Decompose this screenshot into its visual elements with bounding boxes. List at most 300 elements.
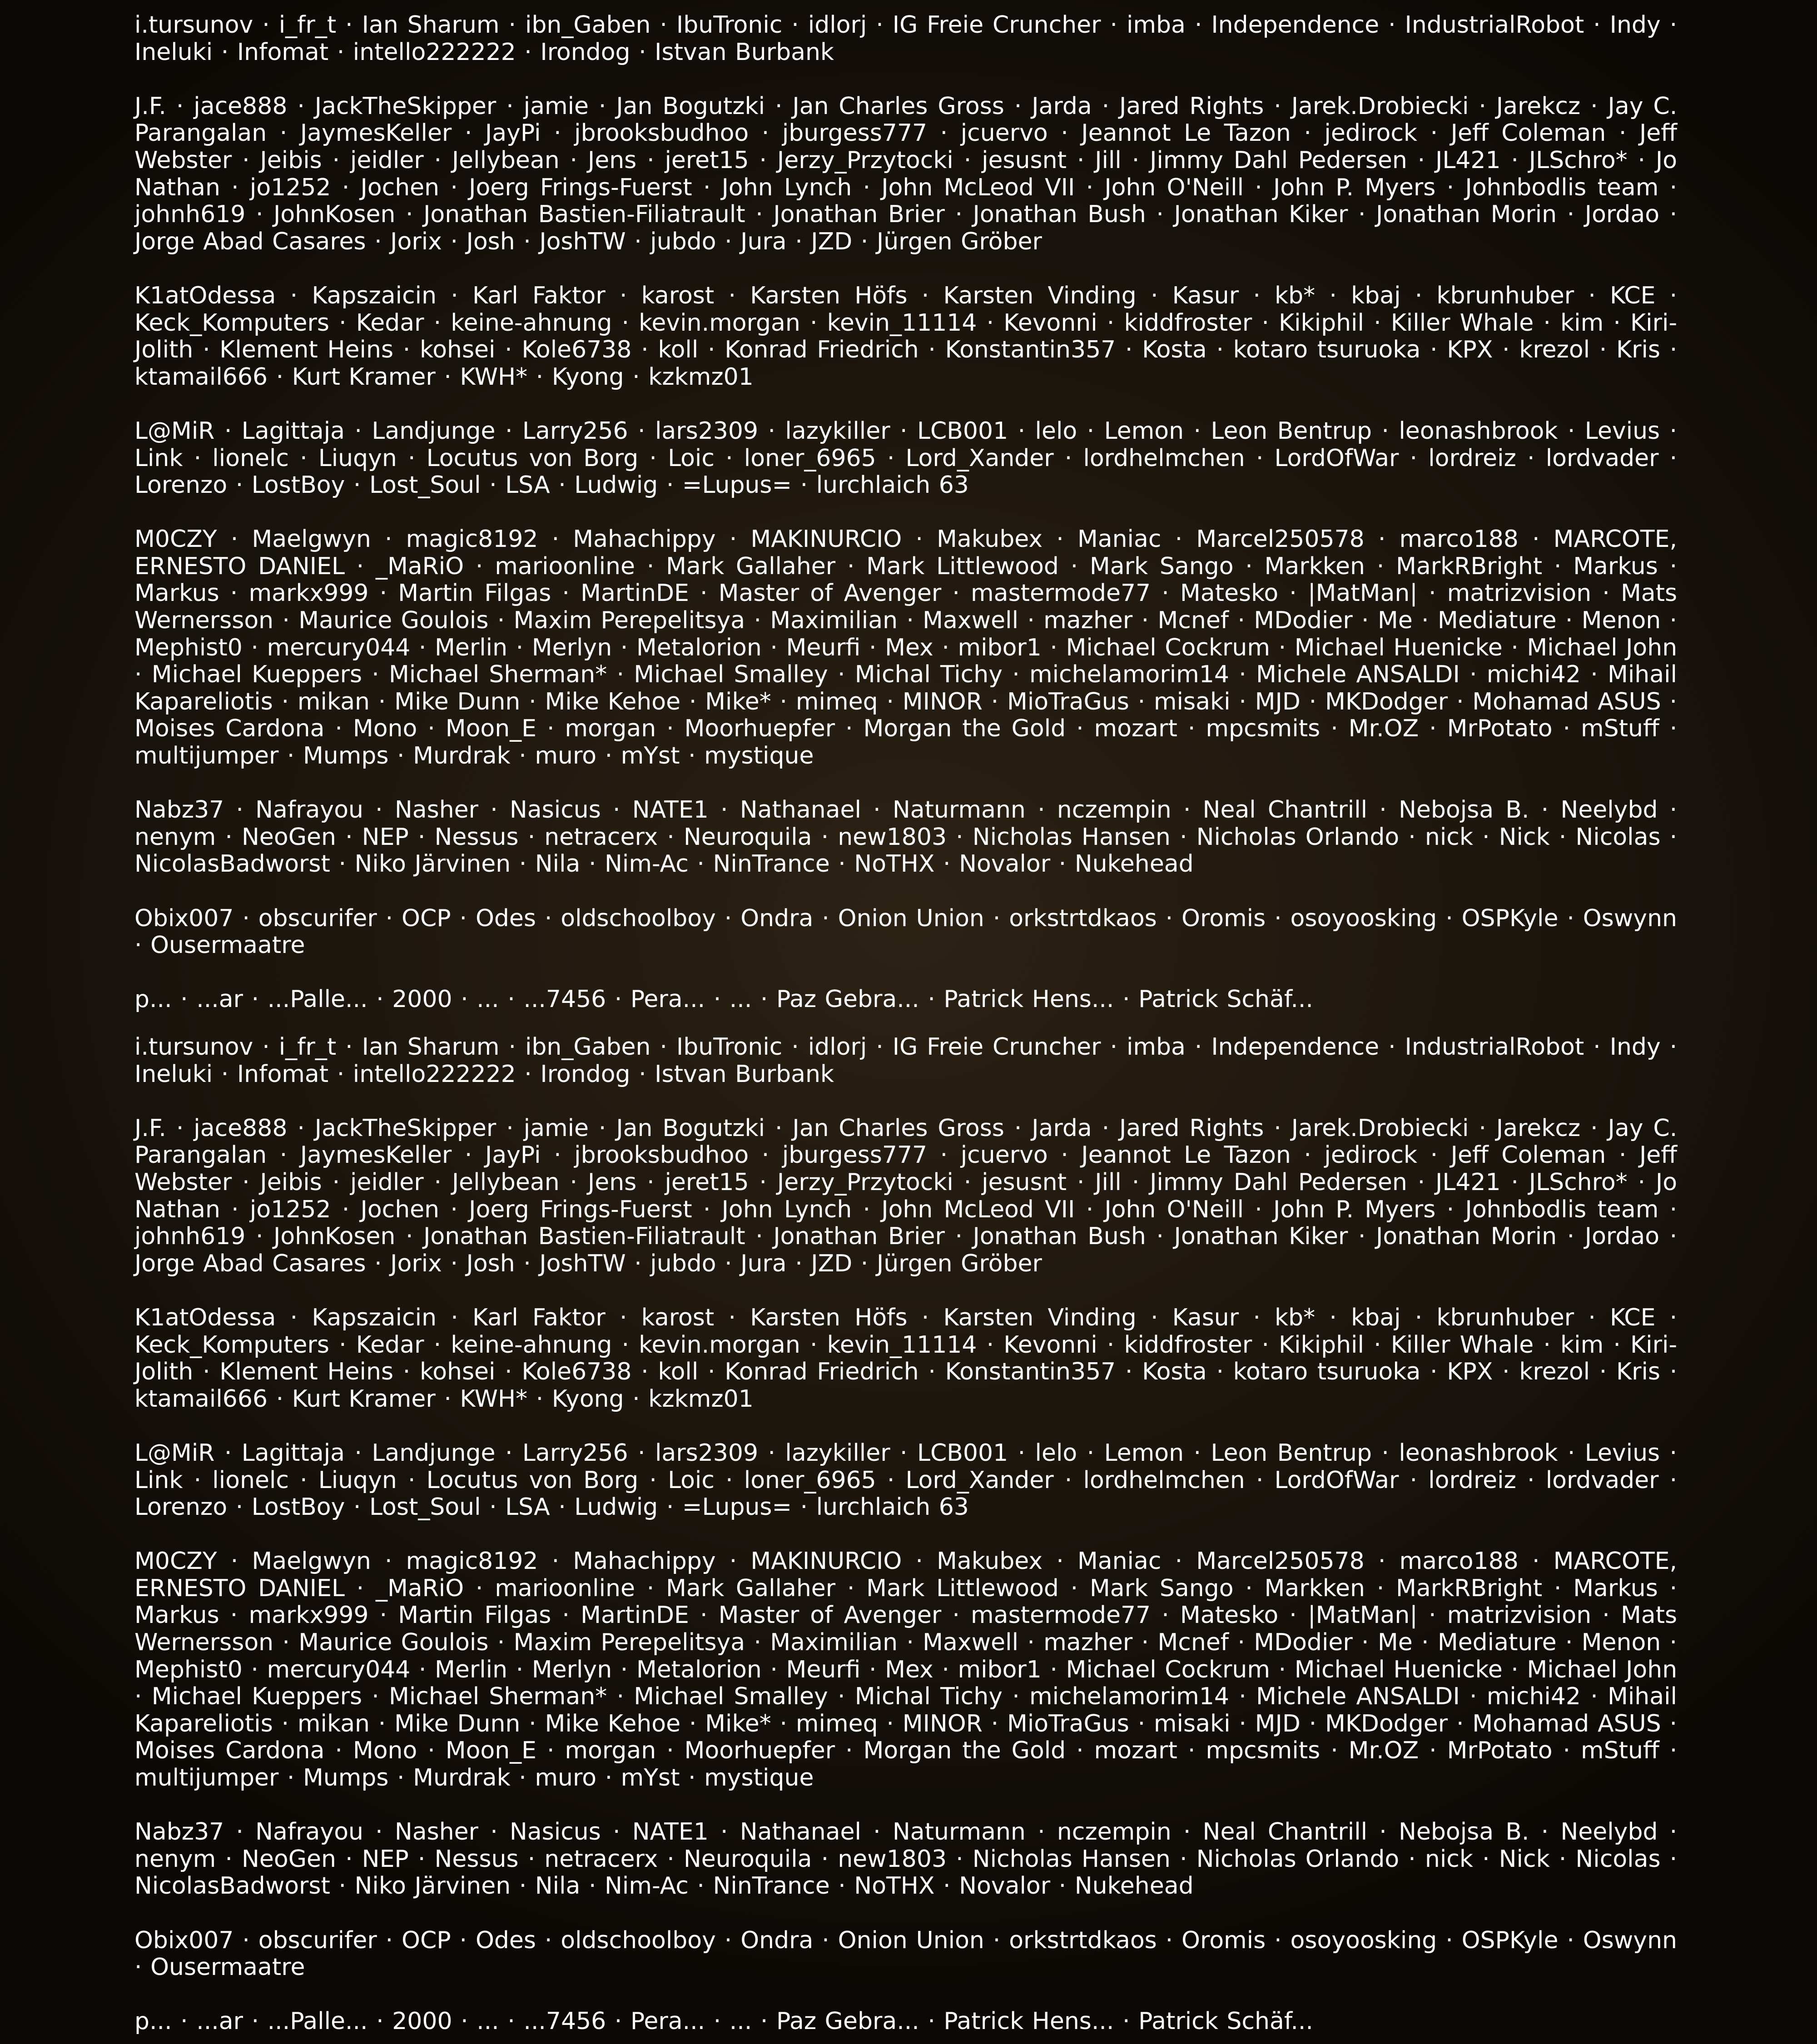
separator-dot: · [345, 11, 353, 39]
separator-dot: · [1379, 796, 1387, 824]
contributor-name: johnh619 [134, 201, 246, 228]
contributor-name: Leon Bentrup [1211, 417, 1372, 445]
separator-dot: · [928, 986, 935, 1013]
contributor-name: Pera... [630, 986, 705, 1013]
separator-dot: · [1077, 1168, 1085, 1196]
separator-dot: · [1669, 1033, 1678, 1061]
separator-dot: · [519, 850, 527, 878]
contributor-name: Matesko [1180, 1602, 1279, 1629]
contributor-name: Independence [1211, 11, 1380, 39]
separator-dot: · [433, 1331, 442, 1359]
contributor-name: Mihail Kapareliotis [134, 661, 1677, 715]
contributor-name: Master of Avenger [718, 580, 942, 607]
separator-dot: · [134, 932, 142, 959]
contributor-name: matrizvision [1447, 1602, 1592, 1629]
separator-dot: · [230, 526, 238, 553]
contributor-name: muro [535, 1764, 597, 1792]
contributor-name: Odes [475, 1926, 536, 1954]
separator-dot: · [353, 1493, 361, 1521]
contributor-name: MrPotato [1447, 1737, 1553, 1765]
separator-dot: · [873, 1818, 881, 1846]
contributor-name: Mr.OZ [1348, 1737, 1419, 1765]
separator-dot: · [822, 904, 829, 932]
credits-section-n [134, 1819, 1677, 1900]
contributor-name: Master of Avenger [718, 1602, 942, 1629]
separator-dot: · [554, 1141, 561, 1169]
contributor-name: Jill [1095, 1168, 1122, 1196]
separator-dot: · [1374, 1331, 1381, 1359]
contributor-name: multijumper [134, 1764, 279, 1792]
separator-dot: · [519, 1764, 526, 1792]
contributor-name: Jonathan Kiker [1174, 201, 1348, 228]
contributor-name: mibor1 [958, 1656, 1042, 1683]
separator-dot: · [1408, 1845, 1416, 1873]
separator-dot: · [1479, 92, 1486, 120]
contributor-name: Karsten Vinding [943, 1304, 1137, 1331]
separator-dot: · [1408, 823, 1416, 851]
separator-dot: · [1329, 282, 1337, 309]
separator-dot: · [809, 1331, 818, 1359]
contributor-name: Indy [1609, 1033, 1661, 1061]
contributor-name: L@MiR [134, 417, 215, 445]
separator-dot: · [134, 1954, 142, 1981]
separator-dot: · [180, 2008, 188, 2035]
contributor-name: jedirock [1324, 119, 1418, 147]
separator-dot: · [1376, 552, 1385, 580]
separator-dot: · [724, 1926, 732, 1954]
separator-dot: · [860, 228, 869, 255]
contributor-name: LostBoy [251, 1493, 345, 1521]
separator-dot: · [900, 417, 908, 445]
contributor-name: Naturmann [892, 796, 1026, 824]
contributor-name: lurchlaich 63 [816, 1493, 969, 1521]
separator-dot: · [991, 1710, 999, 1737]
contributor-name: Indy [1609, 11, 1661, 39]
separator-dot: · [282, 607, 290, 635]
contributor-name: kbaj [1351, 1304, 1401, 1331]
contributor-name: lordreiz [1428, 1466, 1516, 1494]
contributor-name: Maurice Goulois [298, 1629, 489, 1657]
separator-dot: · [397, 1764, 405, 1792]
contributor-name: JoshTW [539, 1250, 626, 1277]
contributor-name: JaymesKeller [300, 119, 452, 147]
contributor-name: Mumps [303, 1764, 389, 1792]
separator-dot: · [647, 1168, 655, 1196]
contributor-name: OSPKyle [1461, 904, 1559, 932]
contributor-name: lionelc [212, 1466, 289, 1494]
separator-dot: · [605, 742, 613, 770]
contributor-name: LSA [505, 1493, 550, 1521]
contributor-name: Michal Tichy [854, 661, 1003, 689]
separator-dot: · [374, 1250, 382, 1277]
separator-dot: · [1590, 661, 1598, 689]
separator-dot: · [536, 363, 544, 391]
separator-dot: · [1421, 607, 1429, 635]
separator-dot: · [940, 119, 948, 147]
separator-dot: · [697, 1872, 705, 1900]
contributor-name: Martin Filgas [398, 1602, 551, 1629]
separator-dot: · [837, 1683, 845, 1711]
contributor-name: Nick [1499, 823, 1550, 851]
contributor-name: Marcel250578 [1196, 1548, 1365, 1575]
separator-dot: · [505, 1439, 513, 1467]
contributor-name: Markus [134, 1602, 219, 1629]
contributor-name: Jorge Abad Casares [134, 1250, 366, 1277]
separator-dot: · [194, 444, 202, 472]
contributor-name: Mahachippy [573, 1548, 716, 1575]
contributor-name: Mike Kehoe [545, 1710, 681, 1737]
separator-dot: · [1502, 1358, 1510, 1386]
contributor-name: jubdo [650, 1250, 716, 1277]
separator-dot: · [1361, 1629, 1369, 1657]
separator-dot: · [235, 1493, 243, 1521]
separator-dot: · [1410, 1466, 1418, 1494]
separator-dot: · [1511, 1168, 1519, 1196]
contributor-name: OCP [402, 1926, 451, 1954]
contributor-name: Jellybean [452, 1168, 560, 1196]
contributor-name: mStuff [1580, 1737, 1659, 1765]
separator-dot: · [402, 336, 411, 364]
separator-dot: · [1061, 1141, 1068, 1169]
contributor-name: Michael Kueppers [151, 661, 362, 689]
separator-dot: · [900, 1439, 908, 1467]
separator-dot: · [379, 1602, 387, 1629]
separator-dot: · [497, 607, 505, 635]
separator-dot: · [729, 526, 737, 553]
contributor-name: misaki [1153, 688, 1231, 715]
separator-dot: · [1543, 1331, 1551, 1359]
separator-dot: · [519, 742, 526, 770]
separator-dot: · [345, 823, 353, 851]
separator-dot: · [703, 1196, 711, 1223]
separator-dot: · [876, 11, 884, 39]
separator-dot: · [1027, 607, 1035, 635]
contributor-name: Novalor [959, 850, 1051, 878]
separator-dot: · [863, 1196, 871, 1223]
contributor-name: jburgess777 [782, 119, 928, 147]
contributor-name: MJD [1255, 1710, 1301, 1737]
separator-dot: · [527, 823, 536, 851]
separator-dot: · [713, 986, 721, 1013]
contributor-name: michi42 [1486, 661, 1581, 689]
separator-dot: · [230, 1602, 238, 1629]
separator-dot: · [356, 552, 364, 580]
credits-section-o [134, 905, 1677, 959]
contributor-name: KWH* [460, 1385, 528, 1413]
separator-dot: · [1070, 552, 1078, 580]
contributor-name: JaymesKeller [300, 1141, 452, 1169]
contributor-name: lordhelmchen [1083, 1466, 1245, 1494]
contributor-name: jace888 [194, 1114, 288, 1142]
contributor-name: Makubex [937, 526, 1043, 553]
separator-dot: · [1361, 607, 1369, 635]
contributor-name: Michael Kueppers [151, 1683, 362, 1711]
separator-dot: · [1428, 1602, 1436, 1629]
separator-dot: · [613, 796, 621, 824]
contributor-name: Lord_Xander [905, 444, 1054, 472]
contributor-name: Kosta [1142, 336, 1207, 364]
separator-dot: · [641, 336, 649, 364]
separator-dot: · [134, 661, 142, 689]
separator-dot: · [1599, 336, 1607, 364]
separator-dot: · [791, 1033, 799, 1061]
contributor-name: MINOR [902, 1710, 983, 1737]
contributor-name: michelamorim14 [1029, 661, 1230, 689]
contributor-name: Mohamad ASUS [1472, 688, 1661, 715]
separator-dot: · [1050, 1656, 1057, 1683]
contributor-name: ... [477, 986, 499, 1013]
contributor-name: ...ar [196, 2008, 243, 2035]
separator-dot: · [1567, 1439, 1575, 1467]
contributor-name: ...7456 [523, 2008, 606, 2035]
contributor-name: Jeff Webster [134, 119, 1678, 174]
separator-dot: · [546, 715, 555, 743]
separator-dot: · [1588, 1304, 1596, 1331]
contributor-name: Onion Union [838, 904, 984, 932]
contributor-name: Mex [885, 1656, 933, 1683]
contributor-name: Konstantin357 [945, 1358, 1116, 1386]
contributor-name: Mats Wernersson [134, 1602, 1678, 1657]
separator-dot: · [529, 1710, 536, 1737]
contributor-name: Martin Filgas [398, 580, 551, 607]
separator-dot: · [490, 796, 498, 824]
separator-dot: · [952, 580, 960, 607]
contributor-name: Markus [1573, 552, 1658, 580]
separator-dot: · [1253, 282, 1261, 309]
contributor-name: John P. Myers [1273, 1196, 1436, 1223]
separator-dot: · [955, 201, 963, 228]
separator-dot: · [342, 1196, 350, 1223]
contributor-name: Neuroquila [683, 823, 812, 851]
contributor-name: Kyong [551, 363, 624, 391]
contributor-name: MKDodger [1325, 1710, 1448, 1737]
separator-dot: · [1563, 715, 1571, 743]
separator-dot: · [1669, 11, 1678, 39]
contributor-name: Mike* [705, 688, 771, 715]
separator-dot: · [1415, 1304, 1423, 1331]
separator-dot: · [1421, 1629, 1429, 1657]
contributor-name: Maniac [1077, 1548, 1162, 1575]
separator-dot: · [255, 1223, 263, 1250]
contributor-name: JohnKosen [273, 201, 396, 228]
contributor-name: Jürgen Gröber [876, 228, 1042, 255]
separator-dot: · [906, 607, 914, 635]
separator-dot: · [224, 1439, 232, 1467]
separator-dot: · [955, 1223, 963, 1250]
contributor-name: Jan Charles Gross [792, 92, 1004, 120]
separator-dot: · [1087, 1439, 1095, 1467]
credits-section-j [134, 1115, 1677, 1278]
contributor-name: =Lupus= [682, 471, 792, 499]
contributor-name: Lost_Soul [369, 1493, 481, 1521]
separator-dot: · [221, 1060, 229, 1088]
credits-section-j [134, 93, 1677, 256]
separator-dot: · [225, 823, 233, 851]
contributor-name: Me [1377, 1629, 1413, 1657]
contributor-name: karost [641, 1304, 715, 1331]
contributor-name: OCP [402, 904, 451, 932]
separator-dot: · [876, 1033, 884, 1061]
separator-dot: · [1061, 119, 1068, 147]
contributor-name: Moorhuepfer [684, 715, 835, 743]
contributor-name: Nicholas Hansen [972, 823, 1171, 851]
separator-dot: · [1274, 904, 1282, 932]
separator-dot: · [761, 1141, 769, 1169]
separator-dot: · [418, 634, 427, 661]
contributor-name: Mephist0 [134, 634, 243, 661]
credits-list [134, 12, 1677, 1022]
separator-dot: · [489, 471, 497, 499]
separator-dot: · [475, 1574, 483, 1602]
contributor-name: ...Palle... [267, 986, 368, 1013]
contributor-name: Locutus von Borg [426, 1466, 639, 1494]
contributor-name: Maximilian [770, 1629, 898, 1657]
contributor-name: leonashbrook [1399, 417, 1558, 445]
separator-dot: · [408, 444, 416, 472]
separator-dot: · [1469, 1683, 1477, 1711]
contributor-name: Ousermaatre [150, 1954, 305, 1981]
separator-dot: · [1618, 119, 1627, 147]
separator-dot: · [1446, 174, 1455, 201]
contributor-name: koll [658, 336, 699, 364]
separator-dot: · [768, 1439, 775, 1467]
separator-dot: · [1102, 92, 1110, 120]
separator-dot: · [921, 1304, 929, 1331]
separator-dot: · [251, 2008, 259, 2035]
separator-dot: · [703, 174, 711, 201]
separator-dot: · [963, 1168, 972, 1196]
contributor-name: Jonathan Brier [773, 1223, 945, 1250]
separator-dot: · [1613, 1331, 1621, 1359]
separator-dot: · [860, 1250, 869, 1277]
contributor-name: Pera... [630, 2008, 705, 2035]
separator-dot: · [755, 201, 763, 228]
contributor-name: osoyoosking [1290, 904, 1437, 932]
separator-dot: · [1141, 1629, 1149, 1657]
separator-dot: · [397, 742, 405, 770]
separator-dot: · [1456, 688, 1464, 715]
separator-dot: · [406, 201, 413, 228]
contributor-name: Nebojsa B. [1398, 796, 1529, 824]
separator-dot: · [1541, 1818, 1549, 1846]
separator-dot: · [1239, 688, 1246, 715]
contributor-name: oldschoolboy [561, 904, 716, 932]
contributor-name: lordvader [1545, 444, 1659, 472]
separator-dot: · [242, 1168, 250, 1196]
contributor-name: Makubex [937, 1548, 1043, 1575]
separator-dot: · [667, 1845, 675, 1873]
contributor-name: Oromis [1182, 904, 1266, 932]
separator-dot: · [666, 1737, 674, 1765]
contributor-name: Oswynn [1583, 1926, 1677, 1954]
separator-dot: · [180, 986, 188, 1013]
contributor-name: MJD [1255, 688, 1301, 715]
contributor-name: jesusnt [982, 146, 1067, 174]
contributor-name: Niko Järvinen [354, 1872, 511, 1900]
contributor-name: mpcsmits [1206, 715, 1321, 743]
separator-dot: · [1018, 417, 1026, 445]
contributor-name: MrPotato [1447, 715, 1553, 743]
contributor-name: NEP [362, 1845, 409, 1873]
contributor-name: imba [1126, 11, 1186, 39]
separator-dot: · [991, 688, 999, 715]
contributor-name: MDodier [1254, 607, 1353, 635]
contributor-name: Kosta [1142, 1358, 1207, 1386]
contributor-name: Konrad Friedrich [725, 1358, 919, 1386]
contributor-name: Maxwell [923, 1629, 1019, 1657]
contributor-name: mibor1 [958, 634, 1042, 661]
contributor-name: JL421 [1435, 1168, 1501, 1196]
separator-dot: · [297, 1114, 305, 1142]
separator-dot: · [444, 363, 452, 391]
contributor-name: Merlin [435, 634, 508, 661]
separator-dot: · [451, 282, 458, 309]
contributor-name: netracerx [544, 1845, 658, 1873]
contributor-name: Karsten Höfs [750, 1304, 908, 1331]
contributor-name: mastermode77 [971, 580, 1151, 607]
separator-dot: · [1669, 1304, 1678, 1331]
contributor-name: 2000 [392, 2008, 452, 2035]
contributor-name: ... [477, 2008, 499, 2035]
separator-dot: · [1378, 526, 1386, 553]
separator-dot: · [632, 1385, 640, 1413]
contributor-name: jedirock [1324, 1141, 1418, 1169]
contributor-name: Maxim Perepelitsya [513, 607, 745, 635]
contributor-name: Kasur [1172, 1304, 1239, 1331]
contributor-name: Jeannot Le Tazon [1081, 1141, 1291, 1169]
contributor-name: Merlyn [531, 634, 612, 661]
separator-dot: · [356, 1574, 364, 1602]
contributor-name: Niko Järvinen [354, 850, 511, 878]
contributor-name: Neelybd [1560, 1818, 1658, 1846]
separator-dot: · [666, 471, 674, 499]
separator-dot: · [475, 552, 483, 580]
separator-dot: · [838, 1872, 846, 1900]
contributor-name: |MatMan| [1307, 1602, 1418, 1629]
separator-dot: · [134, 1683, 142, 1711]
contributor-name: Jarda [1032, 92, 1092, 120]
contributor-name: Markken [1264, 1574, 1365, 1602]
separator-dot: · [1179, 823, 1187, 851]
separator-dot: · [822, 1926, 829, 1954]
separator-dot: · [338, 850, 346, 878]
separator-dot: · [353, 471, 361, 499]
separator-dot: · [297, 92, 305, 120]
separator-dot: · [1669, 796, 1678, 824]
separator-dot: · [372, 1683, 379, 1711]
separator-dot: · [613, 1818, 621, 1846]
contributor-name: Moises Cardona [134, 1737, 325, 1765]
separator-dot: · [847, 552, 855, 580]
separator-dot: · [666, 715, 674, 743]
contributor-name: Kurt Kramer [292, 1385, 436, 1413]
contributor-name: Mono [352, 1737, 417, 1765]
separator-dot: · [761, 119, 769, 147]
contributor-name: orkstrtdkaos [1009, 1926, 1157, 1954]
separator-dot: · [1638, 146, 1646, 174]
separator-dot: · [1430, 1358, 1438, 1386]
separator-dot: · [562, 580, 570, 607]
separator-dot: · [1430, 336, 1438, 364]
separator-dot: · [943, 850, 951, 878]
contributor-name: Menon [1581, 607, 1661, 635]
contributor-name: i_fr_t [278, 1033, 337, 1061]
separator-dot: · [544, 904, 552, 932]
separator-dot: · [1669, 1358, 1678, 1386]
contributor-name: mozart [1094, 715, 1177, 743]
contributor-name: Larry256 [522, 417, 628, 445]
separator-dot: · [1038, 796, 1045, 824]
